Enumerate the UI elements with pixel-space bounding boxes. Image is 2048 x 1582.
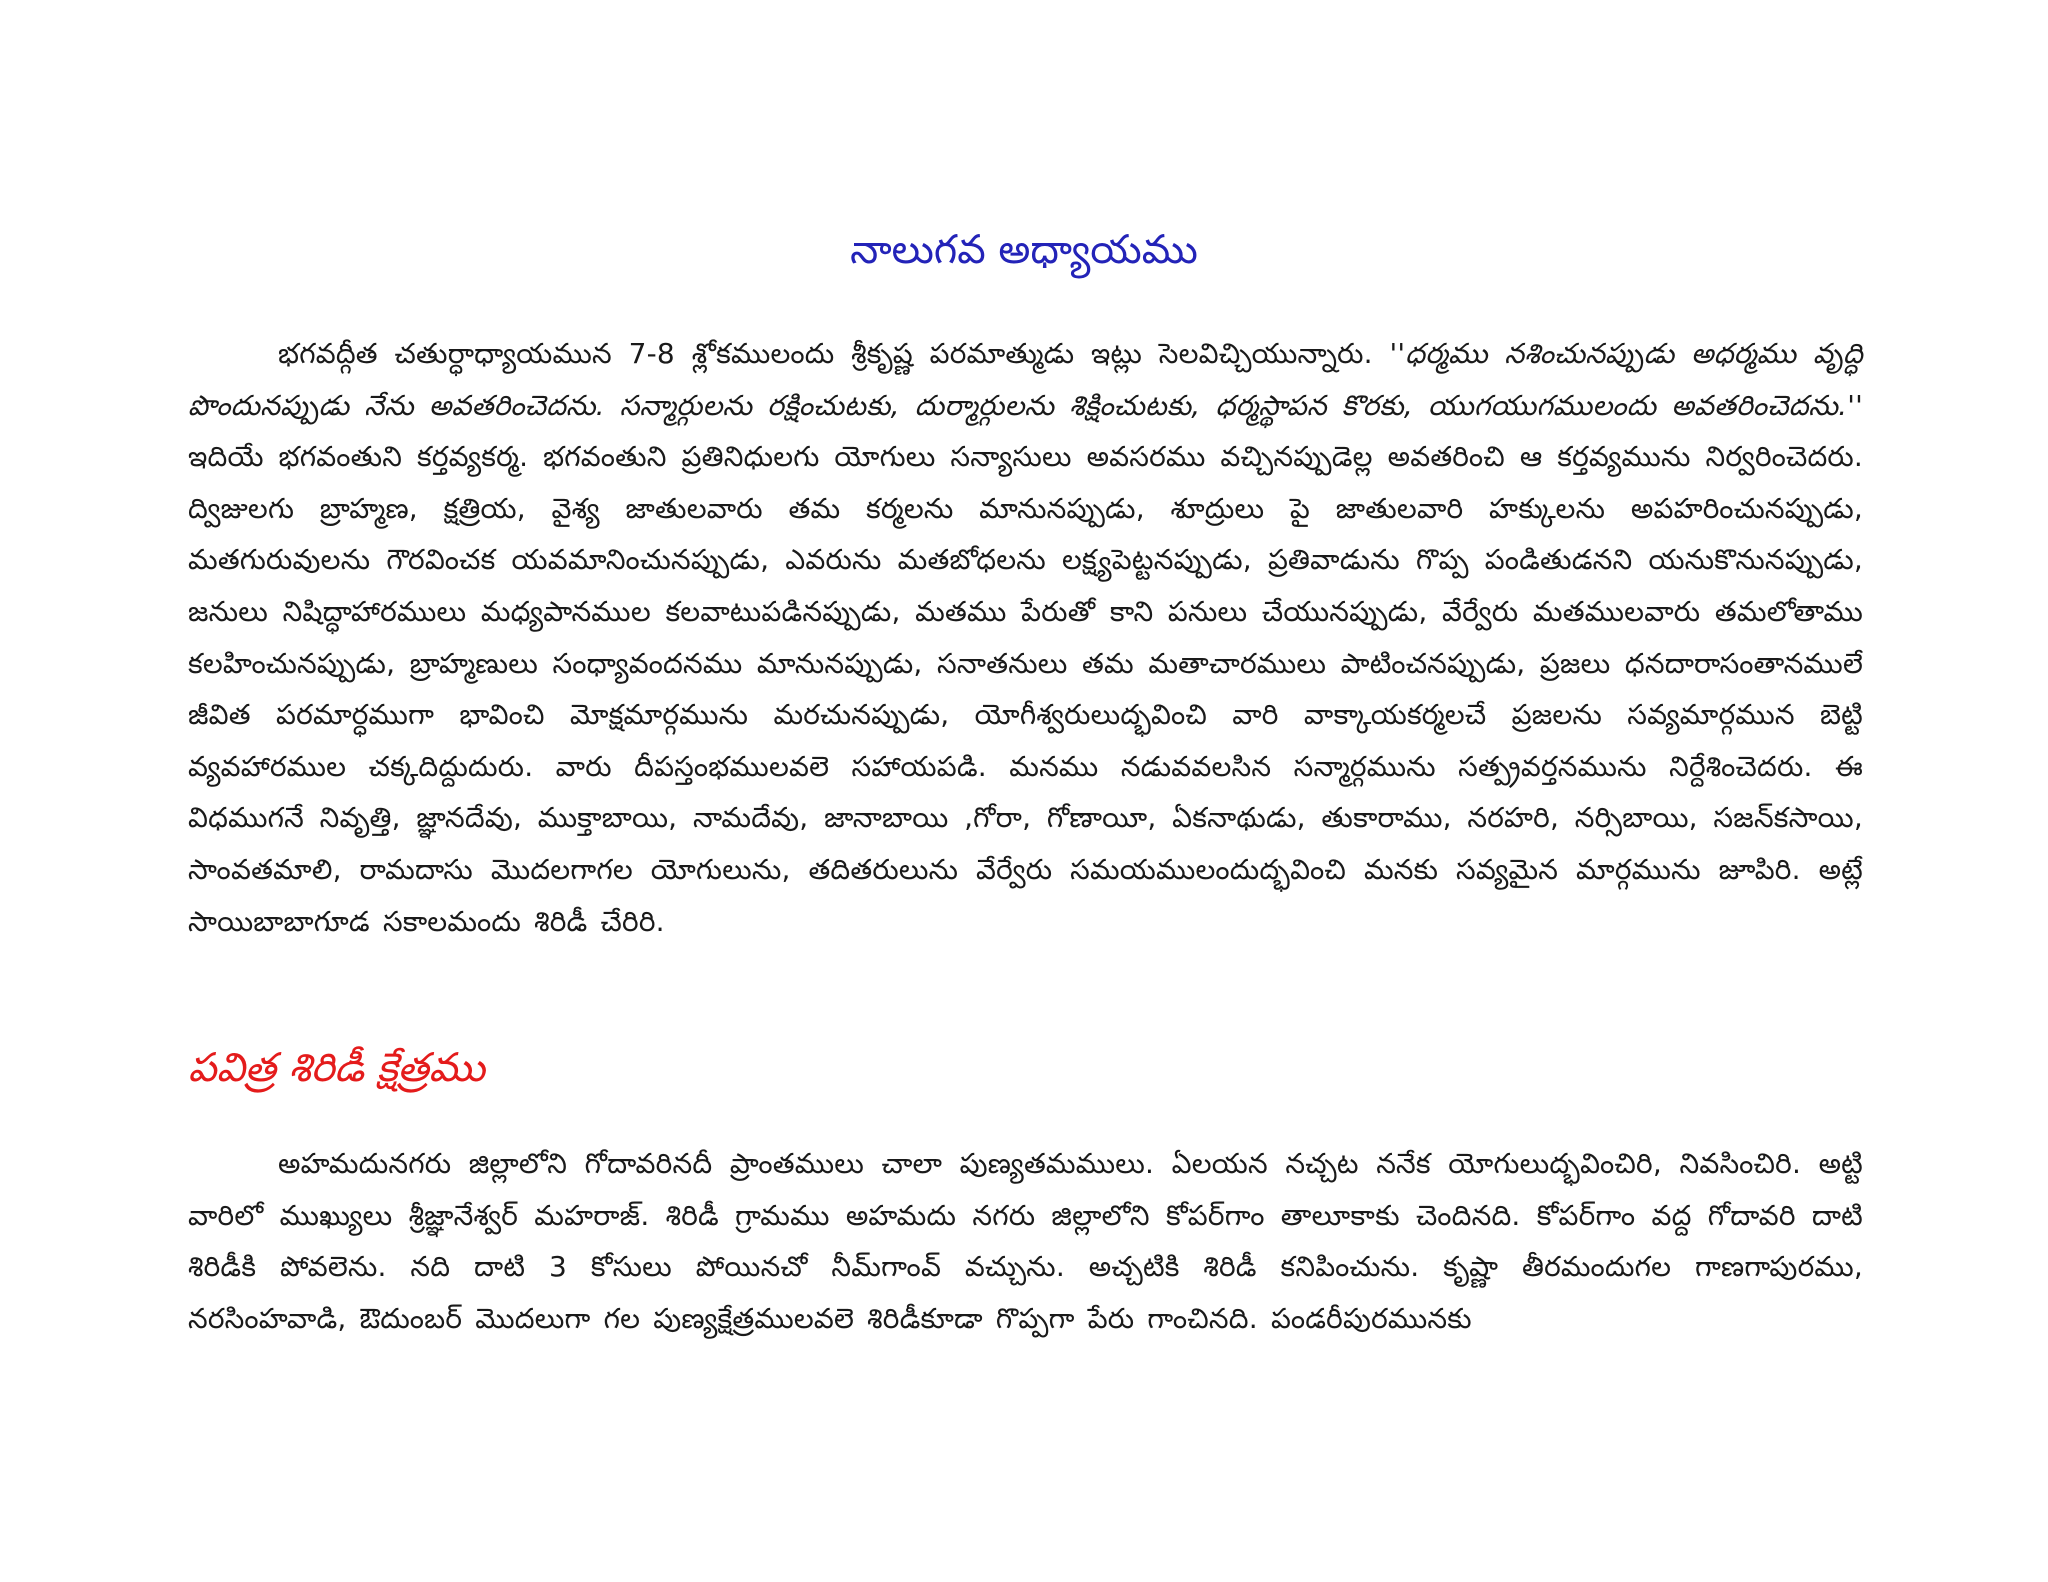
paragraph-intro	[188, 328, 1863, 947]
gita-quote: ధర్మము నశించునప్పుడు అధర్మము వృద్ధి పొందునప్పుడు నేను అవతరించెదను. సన్మార్గులను రక్షించుటకు, దుర్మార్గులను శిక్షించుటకు, ధర్మస్థాపన కొరకు, యుగయుగములందు అవతరించెదను.	[188, 337, 1863, 422]
paragraph-shirdi: అహమదునగరు జిల్లాలోని గోదావరినదీ ప్రాంతములు చాలా పుణ్యతమములు. ఏలయన నచ్చట ననేక యోగులుద్భవించిరి, నివసించిరి. అట్టి వారిలో ముఖ్యులు శ్రీజ్ఞానేశ్వర్ మహరాజ్. శిరిడీ గ్రామము అహమదు నగరు జిల్లాలోని కోపర్‌గాం తాలూకాకు చెందినది. కోపర్‌గాం వద్ద గోదావరి దాటి శిరిడీకి పోవలెను. నది దాటి 3 కోసులు పోయినచో నీమ్‌గాంవ్ వచ్చును. అచ్చటికి శిరిడీ కనిపించును. కృష్ణా తీరమందుగల గాణగాపురము, నరసింహవాడి, ఔదుంబర్ మొదలుగా గల పుణ్యక్షేత్రములవలె శిరిడీకూడా గొప్పగా పేరు గాంచినది. పండరీపురమునకు	[188, 1147, 1863, 1335]
section-title: పవిత్ర శిరిడీ క్షేత్రము	[188, 1045, 485, 1091]
paragraph-intro-lead: భగవద్గీత చతుర్ధాధ్యాయమున 7-8 శ్లోకములందు శ్రీకృష్ణ పరమాత్ముడు ఇట్లు సెలవిచ్చియున్నారు. ''	[278, 337, 1406, 370]
chapter-title: నాలుగవ అధ్యాయము	[850, 227, 1198, 273]
paragraph-intro-body: '' ఇదియే భగవంతుని కర్తవ్యకర్మ. భగవంతుని ప్రతినిధులగు యోగులు సన్యాసులు అవసరము వచ్చినప్పుడెల్ల అవతరించి ఆ కర్తవ్యమును నిర్వరించెదరు. ద్విజులగు బ్రాహ్మణ, క్షత్రియ, వైశ్య జాతులవారు తమ కర్మలను మానునప్పుడు, శూద్రులు పై జాతులవారి హక్కులను అపహరించునప్పుడు, మతగురువులను గౌరవించక యవమానించునప్పుడు, ఎవరును మతబోధలను లక్ష్యపెట్టనప్పుడు, ప్రతివాడును గొప్ప పండితుడనని యనుకొనునప్పుడు, జనులు నిషిద్ధాహారములు మధ్యపానముల కలవాటుపడినప్పుడు, మతము పేరుతో కాని పనులు చేయునప్పుడు, వేర్వేరు మతములవారు తమలోతాము కలహించునప్పుడు, బ్రాహ్మణులు సంధ్యావందనము మానునప్పుడు, సనాతనులు తమ మతాచారములు పాటించనప్పుడు, ప్రజలు ధనదారాసంతానములే జీవిత పరమార్ధముగా భావించి మోక్షమార్గమును మరచునప్పుడు, యోగీశ్వరులుద్భవించి వారి వాక్కాయకర్మలచే ప్రజలను సవ్యమార్గమున బెట్టి వ్యవహారముల చక్కదిద్దుదురు. వారు దీపస్తంభములవలె సహాయపడి. మనము నడువవలసిన సన్మార్గమును సత్ప్రవర్తనమును నిర్దేశించెదరు. ఈ విధముగనే నివృత్తి, జ్ఞానదేవు, ముక్తాబాయి, నామదేవు, జానాబాయి ,గోరా, గోణాయీ, ఏకనాథుడు, తుకారాము, నరహరి, నర్సిబాయి, సజన్‌కసాయి, సాంవతమాలి, రామదాసు మొదలగాగల యోగులును, తదితరులును వేర్వేరు సమయములందుద్భవించి మనకు సవ్యమైన మార్గమును జూపిరి. అట్లే సాయిబాబాగూడ సకాలమందు శిరిడీ చేరిరి.	[188, 388, 1863, 938]
